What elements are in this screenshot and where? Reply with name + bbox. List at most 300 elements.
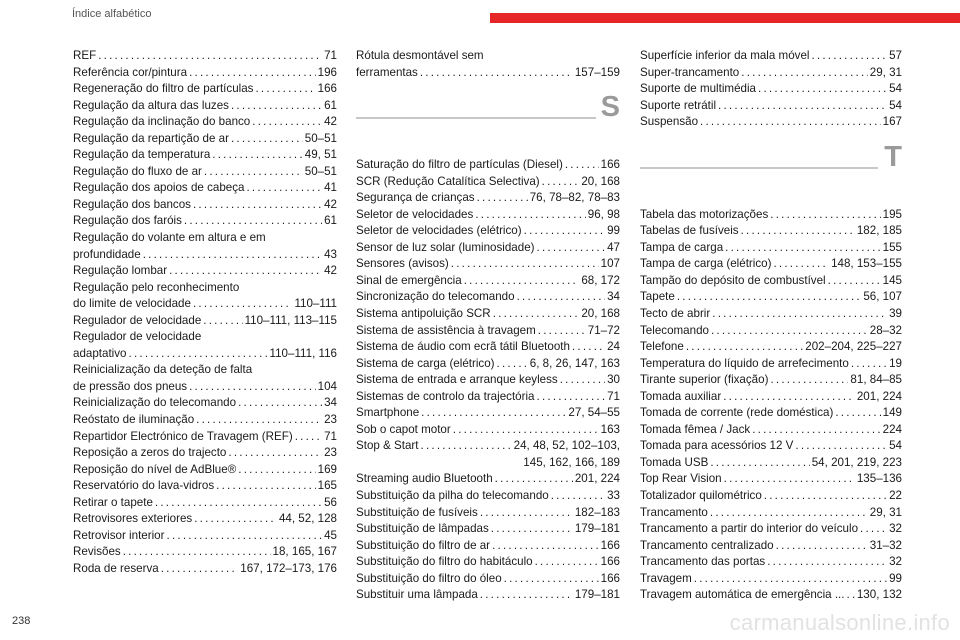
dot-leader [98,48,322,65]
index-term: Substituição do filtro de ar [356,538,491,552]
index-term: Regulação da temperatura [73,148,211,162]
index-term: Seletor de velocidades [356,207,474,221]
index-page-ref: 196 [317,65,337,79]
index-page-ref: 42 [324,115,337,129]
index-page-ref: 179–181 [574,588,620,602]
index-page-ref: 224 [882,422,902,436]
index-page-ref: 76, 78–82, 78–83 [529,191,620,205]
index-entry [640,114,902,131]
index-term: Super-trancamento [640,65,740,79]
index-entry [640,389,902,406]
index-entry [356,240,620,257]
index-entry [356,538,620,555]
index-entry [73,478,337,495]
index-entry [640,289,902,306]
index-term: do limite de velocidade [73,297,191,311]
index-page-ref: 99 [607,224,620,238]
dot-leader [420,65,573,82]
dot-leader [741,65,868,82]
index-page-ref: 202–204, 225–227 [805,340,902,354]
dot-leader [161,561,239,578]
index-page-ref: 32 [889,522,902,536]
index-page-ref: 166 [317,82,337,96]
index-page-ref: 39 [889,307,902,321]
index-term: Tirante superior (fixação) [640,373,769,387]
dot-leader [773,256,829,273]
index-entry [640,422,902,439]
dot-leader [196,412,322,429]
index-page-ref: 107 [600,257,620,271]
index-page-ref: 149 [882,406,902,420]
index-entry [73,147,337,164]
index-page-ref: 99 [889,571,902,585]
index-page-ref: 169 [317,462,337,476]
index-page-ref: 110–111 [294,297,337,311]
index-term: Sistema de entrada e arranque keyless [356,373,558,387]
watermark: carmanualsonline.info [729,610,950,635]
index-term: Top Rear Vision [640,472,722,486]
index-page-ref: 201, 224 [574,472,620,486]
dot-leader [712,306,887,323]
index-page-ref: 45 [324,528,337,542]
index-term: Tomada para acessórios 12 V [640,439,794,453]
index-term: Substituição do filtro do habitáculo [356,555,533,569]
index-entry [73,280,337,313]
index-entry [640,306,902,323]
index-entry [356,157,620,174]
dot-leader [480,505,573,522]
index-term: Sob o capot motor [356,422,451,436]
index-entry [73,445,337,462]
dot-leader [860,521,887,538]
index-term: Telecomando [640,323,709,337]
dot-leader [194,511,277,528]
index-term: Tecto de abrir [640,307,711,321]
index-entry [640,372,902,389]
index-entry [640,471,902,488]
dot-leader [551,488,605,505]
index-entry [640,538,902,555]
index-term: Regulação da inclinação do banco [73,115,251,129]
index-entry [356,438,620,471]
index-page-ref: 50–51 [304,131,337,145]
dot-leader [464,273,580,290]
dot-leader [752,422,880,439]
index-term: Sinal de emergência [356,273,462,287]
index-page-ref: 33 [607,489,620,503]
dot-leader [560,372,605,389]
index-entry [640,81,902,98]
index-entry [640,256,902,273]
index-entry [356,256,620,273]
dot-leader [710,505,868,522]
index-entry [73,511,337,528]
index-term: Tampa de carga (elétrico) [640,257,772,271]
dot-leader [204,164,303,181]
index-page-ref-continued: 145, 162, 166, 189 [523,455,620,469]
index-page-ref: 30 [607,373,620,387]
dot-leader [255,81,315,98]
index-entry [356,289,620,306]
index-entry [356,48,620,81]
index-entry [356,389,620,406]
index-column-1 [73,48,337,578]
index-term: Suporte de multimédia [640,82,756,96]
index-page-ref: 22 [889,489,902,503]
index-entry [73,81,337,98]
index-page-ref: 23 [324,413,337,427]
dot-leader [497,356,528,373]
index-entry [640,521,902,538]
index-term: Regulador de velocidade [73,313,202,327]
index-page-ref: 135–136 [856,472,902,486]
index-entry [356,471,620,488]
index-page-ref: 61 [324,214,337,228]
index-page-ref: 31–32 [869,538,902,552]
dot-leader [421,405,566,422]
index-entry [356,323,620,340]
dot-leader [238,395,322,412]
index-entry [73,495,337,512]
index-page-ref: 145 [882,273,902,287]
index-entry [73,180,337,197]
index-page-ref: 20, 168 [581,307,620,321]
index-entry [73,164,337,181]
index-entry [73,213,337,230]
dot-leader [155,495,322,512]
index-page-ref: 163 [600,422,620,436]
index-column-3 [640,48,902,604]
index-term: Retrovisor interior [73,528,165,542]
index-term: Substituir uma lâmpada [356,588,478,602]
index-term: ferramentas [356,65,418,79]
index-page-ref: 71 [607,389,620,403]
index-page-ref: 56, 107 [863,290,902,304]
index-entry [356,505,620,522]
index-page-ref: 68, 172 [581,273,620,287]
index-entry [640,571,902,588]
section-letter: S [600,91,620,124]
index-term: Revisões [73,545,121,559]
index-column-2 [356,48,620,604]
dot-leader [851,356,887,373]
dot-leader [421,438,512,455]
index-term: Sincronização do telecomando [356,290,515,304]
dot-leader [228,445,322,462]
index-entry [73,429,337,446]
index-entry [73,412,337,429]
index-entry [640,356,902,373]
index-entry [356,587,620,604]
index-page-ref: 54 [889,439,902,453]
index-entry [356,273,620,290]
page-header-title: Índice alfabético [72,8,152,20]
index-page-ref: 110–111, 116 [269,346,337,360]
index-term: Substituição da pilha do telecomando [356,489,549,503]
index-term: Tomada de corrente (rede doméstica) [640,406,834,420]
dot-leader [524,223,605,240]
dot-leader [451,256,599,273]
dot-leader [565,157,599,174]
index-page-ref: 47 [607,240,620,254]
index-term: Regulação do fluxo de ar [73,164,202,178]
index-entry [640,65,902,82]
index-page-ref: 167, 172–173, 176 [240,561,337,575]
index-entry [356,207,620,224]
index-term: Sistema antipoluição SCR [356,307,491,321]
dot-leader [189,65,316,82]
dot-leader [537,240,606,257]
index-page-ref: 32 [889,555,902,569]
index-page-ref: 28–32 [869,323,902,337]
index-entry [640,240,902,257]
index-term: Substituição de fusíveis [356,505,478,519]
index-term: Regulador de velocidade [73,330,202,344]
dot-leader [246,180,322,197]
index-term: Travagem automática de emergência ... [640,588,845,602]
index-entry [73,313,337,330]
index-page-ref: 54, 201, 219, 223 [811,455,902,469]
index-entry [640,488,902,505]
index-term: Referência cor/pintura [73,65,188,79]
index-page-ref: 50–51 [304,164,337,178]
index-page-ref: 44, 52, 128 [278,512,337,526]
index-entry [73,329,337,362]
index-term: Roda de reserva [73,561,159,575]
index-page-ref: 167 [882,115,902,129]
index-entry [640,438,902,455]
dot-leader [538,323,586,340]
index-term: Regulação lombar [73,264,168,278]
page-number: 238 [12,615,31,627]
dot-leader [480,587,573,604]
dot-leader [718,98,887,115]
section-letter: T [884,140,902,173]
dot-leader [811,48,887,65]
index-term: Tomada USB [640,455,709,469]
index-entry [73,114,337,131]
index-entry [640,505,902,522]
dot-leader [504,571,599,588]
index-page-ref: 81, 84–85 [850,373,902,387]
index-entry [356,372,620,389]
index-term: REF [73,49,97,62]
dot-leader [216,478,316,495]
dot-leader [169,263,322,280]
index-page-ref: 20, 168 [581,174,620,188]
index-entry [640,207,902,224]
dot-leader [677,289,862,306]
section-heading [640,140,902,199]
index-term: Reposição a zeros do trajecto [73,446,227,460]
index-entry [73,561,337,578]
index-page-ref: 148, 153–155 [831,257,902,271]
index-entry [73,230,337,263]
index-term: Travagem [640,571,692,585]
index-term: Reposição do nível de AdBlue® [73,462,237,476]
index-term: Reinicialização da deteção de falta [73,363,253,377]
dot-leader [189,379,316,396]
index-page-ref: 130, 132 [856,588,902,602]
index-page-ref: 195 [882,207,902,221]
index-term: Segurança de crianças [356,191,475,205]
index-term: Trancamento [640,505,708,519]
dot-leader [143,247,322,264]
index-page-ref: 24 [607,340,620,354]
dot-leader [758,81,887,98]
index-entry [640,223,902,240]
dot-leader [475,207,585,224]
index-page-ref: 29, 31 [869,505,902,519]
index-entry [356,174,620,191]
dot-leader [776,538,868,555]
dot-leader [129,346,268,363]
index-term: Seletor de velocidades (elétrico) [356,224,522,238]
index-page-ref: 179–181 [574,522,620,536]
index-page-ref: 23 [324,446,337,460]
index-page-ref: 27, 54–55 [568,406,620,420]
dot-leader [764,488,887,505]
dot-leader [193,197,322,214]
index-entry [356,571,620,588]
index-term: Regulação dos apoios de cabeça [73,181,245,195]
index-page-ref: 182–183 [574,505,620,519]
index-term: Suporte retrátil [640,98,717,112]
index-term: Sistema de áudio com ecrã tátil Bluetooth [356,340,570,354]
index-entry [73,362,337,395]
index-page-ref: 201, 224 [856,389,902,403]
index-term: Tomada auxiliar [640,389,722,403]
index-term: Regulação do volante em altura e em [73,231,266,245]
dot-leader [517,289,606,306]
index-entry [73,197,337,214]
dot-leader [212,147,302,164]
index-term: Totalizador quilométrico [640,489,762,503]
index-entry [73,462,337,479]
index-page-ref: 155 [882,240,902,254]
index-page-ref: 34 [324,396,337,410]
index-entry [640,48,902,65]
dot-leader [295,429,322,446]
index-entry [640,323,902,340]
index-entry [356,306,620,323]
index-page-ref: 104 [317,379,337,393]
dot-leader [231,131,303,148]
index-entry [356,405,620,422]
index-entry [356,356,620,373]
dot-leader [741,223,855,240]
index-entry [356,488,620,505]
index-term: Reservatório do lava-vidros [73,479,215,493]
index-entry [356,521,620,538]
index-term: de pressão dos pneus [73,379,188,393]
index-entry [73,544,337,561]
index-page-ref: 24, 48, 52, 102–103, [513,439,620,453]
index-entry [73,395,337,412]
index-term: Reóstato de iluminação [73,413,195,427]
index-page-ref: 71 [324,49,337,62]
index-term: Tapete [640,290,675,304]
index-term: Stop & Start [356,439,419,453]
index-term: Substituição de lâmpadas [356,522,489,536]
dot-leader [770,372,848,389]
index-entry [73,263,337,280]
dot-leader [477,190,528,207]
index-term: Trancamento a partir do interior do veículo [640,522,859,536]
index-entry [640,455,902,472]
index-term: Tabelas de fusíveis [640,224,739,238]
index-entry [73,65,337,82]
index-page-ref: 19 [889,356,902,370]
index-term: Retrovisores exteriores [73,512,193,526]
index-page-ref: 18, 165, 167 [272,545,337,559]
index-term: Streaming audio Bluetooth [356,472,493,486]
dot-leader [686,339,803,356]
dot-leader [828,273,881,290]
index-entry [356,190,620,207]
index-term: Tampão do depósito de combustível [640,273,826,287]
index-term: Temperatura do líquido de arrefecimento [640,356,849,370]
index-page-ref: 110–111, 113–115 [244,313,337,327]
dot-leader [535,554,599,571]
dot-leader [767,554,887,571]
index-term: profundidade [73,247,141,261]
header-accent-bar [490,13,960,23]
dot-leader [835,405,880,422]
index-term: Regulação pelo reconhecimento [73,280,240,294]
dot-leader [572,339,605,356]
index-page-ref: 34 [607,290,620,304]
index-term: Suspensão [640,115,699,129]
index-term: SCR (Redução Catalítica Selectiva) [356,174,540,188]
dot-leader [711,323,868,340]
section-divider [356,117,596,119]
index-term: Regeneração do filtro de partículas [73,82,254,96]
index-page-ref: 166 [600,158,620,172]
index-page-ref: 166 [600,555,620,569]
index-term: Sensor de luz solar (luminosidade) [356,240,535,254]
index-entry [73,528,337,545]
dot-leader [495,471,573,488]
index-term: Tabela das motorizações [640,207,769,221]
dot-leader [542,174,580,191]
dot-leader [184,213,322,230]
index-entry [640,339,902,356]
index-term: Tampa de carga [640,240,724,254]
index-term: Rótula desmontável sem [356,49,484,62]
index-entry [640,587,902,604]
index-page-ref: 43 [324,247,337,261]
index-entry [356,339,620,356]
index-term: Regulação da altura das luzes [73,98,229,112]
index-term: adaptativo [73,346,127,360]
dot-leader [725,240,881,257]
index-page-ref: 42 [324,264,337,278]
index-term: Tomada fêmea / Jack [640,422,751,436]
dot-leader [700,114,881,131]
index-entry [356,422,620,439]
index-term: Substituição do filtro do óleo [356,571,502,585]
index-page-ref: 71–72 [587,323,620,337]
index-term: Sistema de assistência à travagem [356,323,536,337]
index-term: Saturação do filtro de partículas (Diesel) [356,158,563,172]
index-term: Sistemas de controlo da trajectória [356,389,535,403]
dot-leader [453,422,599,439]
index-entry [73,98,337,115]
index-page-ref: 71 [324,429,337,443]
index-entry [356,223,620,240]
index-page-ref: 6, 8, 26, 147, 163 [529,356,620,370]
